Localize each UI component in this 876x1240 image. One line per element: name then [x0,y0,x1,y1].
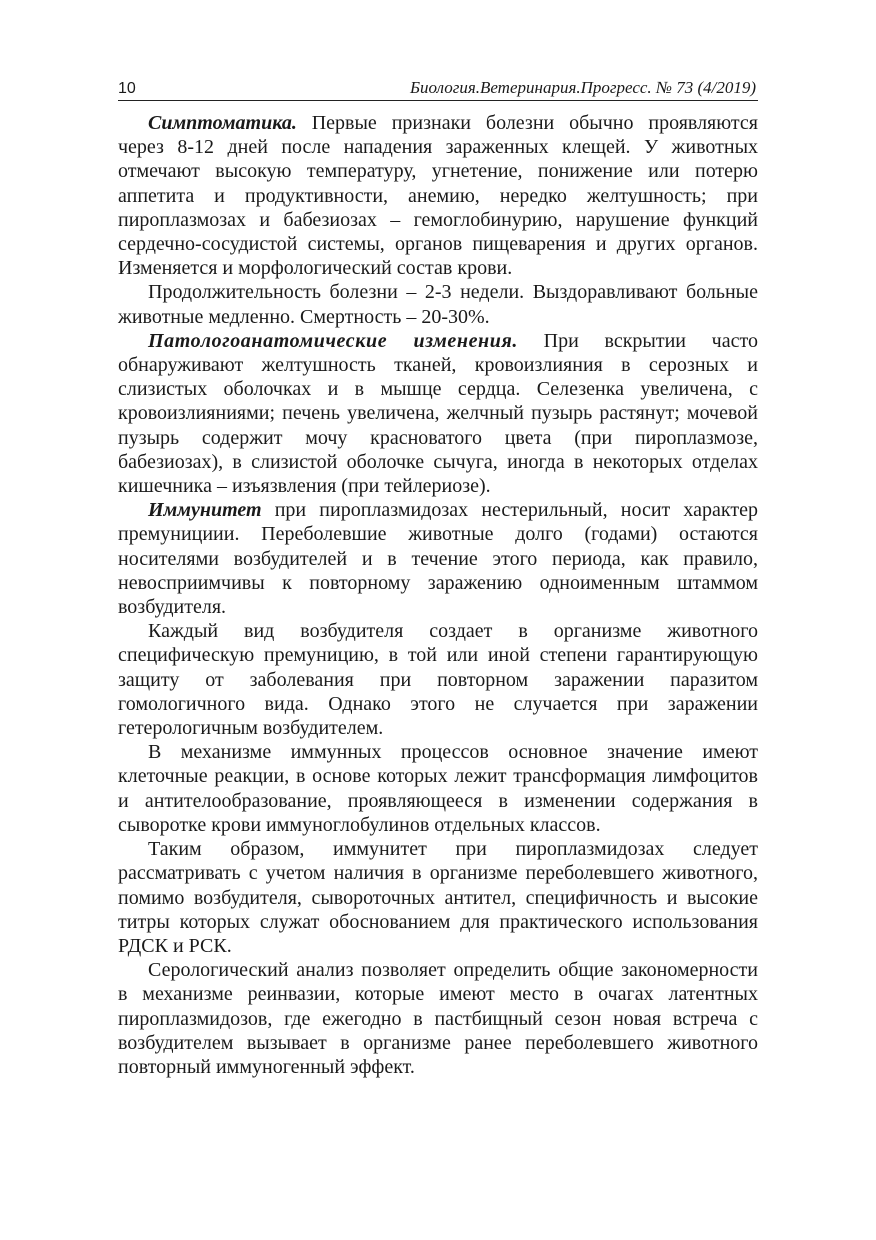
paragraph-text: при пироплазмидозах нестерильный, носит характер премунициии. Переболевшие животные долго (годами) остаются носителями возбудителей и в течение этого периода, как правило, невосприимчивы к повторному заражению одноименным штаммом возбудителя. [118,499,758,619]
paragraph-duration [118,280,758,328]
paragraph-premunition [118,619,758,740]
paragraph-mechanism [118,740,758,837]
paragraph-lead-immunity: Иммунитет [148,499,262,522]
page-number: 10 [118,80,136,97]
paragraph-symptoms [118,111,758,280]
paragraph-conclusion [118,837,758,958]
paragraph-serology [118,958,758,1079]
paragraph-text: В механизме иммунных процессов основное значение имеют клеточные реакции, в основе которых лежит трансформация лимфоцитов и антителообразование, проявляющееся в изменении содержания в сыворотке крови иммуноглобулинов отдельных классов. [118,741,758,836]
paragraph-text: Таким образом, иммунитет при пироплазмидозах следует рассматривать с учетом наличия в организме переболевшего животного, помимо возбудителя, сывороточных антител, специфичность и высокие титры которых служат обоснованием для практического использования РДСК и РСК. [118,838,758,957]
paragraph-lead-symptoms: Симптоматика. [148,112,297,134]
journal-title: Биология.Ветеринария.Прогресс. № 73 (4/2019) [409,78,756,97]
paragraph-text: Продолжительность болезни – 2-3 недели. Выздоравливают больные животные медленно. Смертность – 20-30%. [118,281,758,328]
article-body [118,111,758,1079]
paragraph-lead-pathology: Патологоанатомические изменения. [148,329,518,352]
paragraph-text: Первые признаки болезни обычно проявляются через 8-12 дней после нападения зараженных клещей. У животных отмечают высокую температуру, угнетение, понижение или потерю аппетита и продуктивности, анемию, нередко желтушность; при пироплазмозах и бабезиозах – гемоглобинурию, нарушение функций сердечно-сосудистой системы, органов пищеварения и других органов. Изменяется и морфологический состав крови. [118,112,758,280]
paragraph-text: Серологический анализ позволяет определить общие закономерности в механизме реинвазии, которые имеют место в очагах латентных пироплазмидозов, где ежегодно в пастбищный сезон новая встреча с возбудителем вызывает в организме ранее переболевшего животного повторный иммуногенный эффект. [118,959,758,1078]
paragraph-text: При вскрытии часто обнаруживают желтушность тканей, кровоизлияния в серозных и слизистых оболочках и в мышце сердца. Селезенка увеличена, с кровоизлияниями; печень увеличена, желчный пузырь растянут; мочевой пузырь содержит мочу красноватого цвета (при пироплазмозе, бабезиозах), в слизистой оболочке сычуга, иногда в некоторых отделах кишечника – изъязвления (при тейлериозе). [118,329,758,498]
page [118,74,758,1079]
running-header [118,74,758,101]
paragraph-immunity [118,498,758,619]
paragraph-text: Каждый вид возбудителя создает в организме животного специфическую премуницию, в той или иной степени гарантирующую защиту от заболевания при повторном заражении паразитом гомологичного вида. Однако этого не случается при заражении гетерологичным возбудителем. [118,620,758,740]
paragraph-pathology [118,329,758,498]
